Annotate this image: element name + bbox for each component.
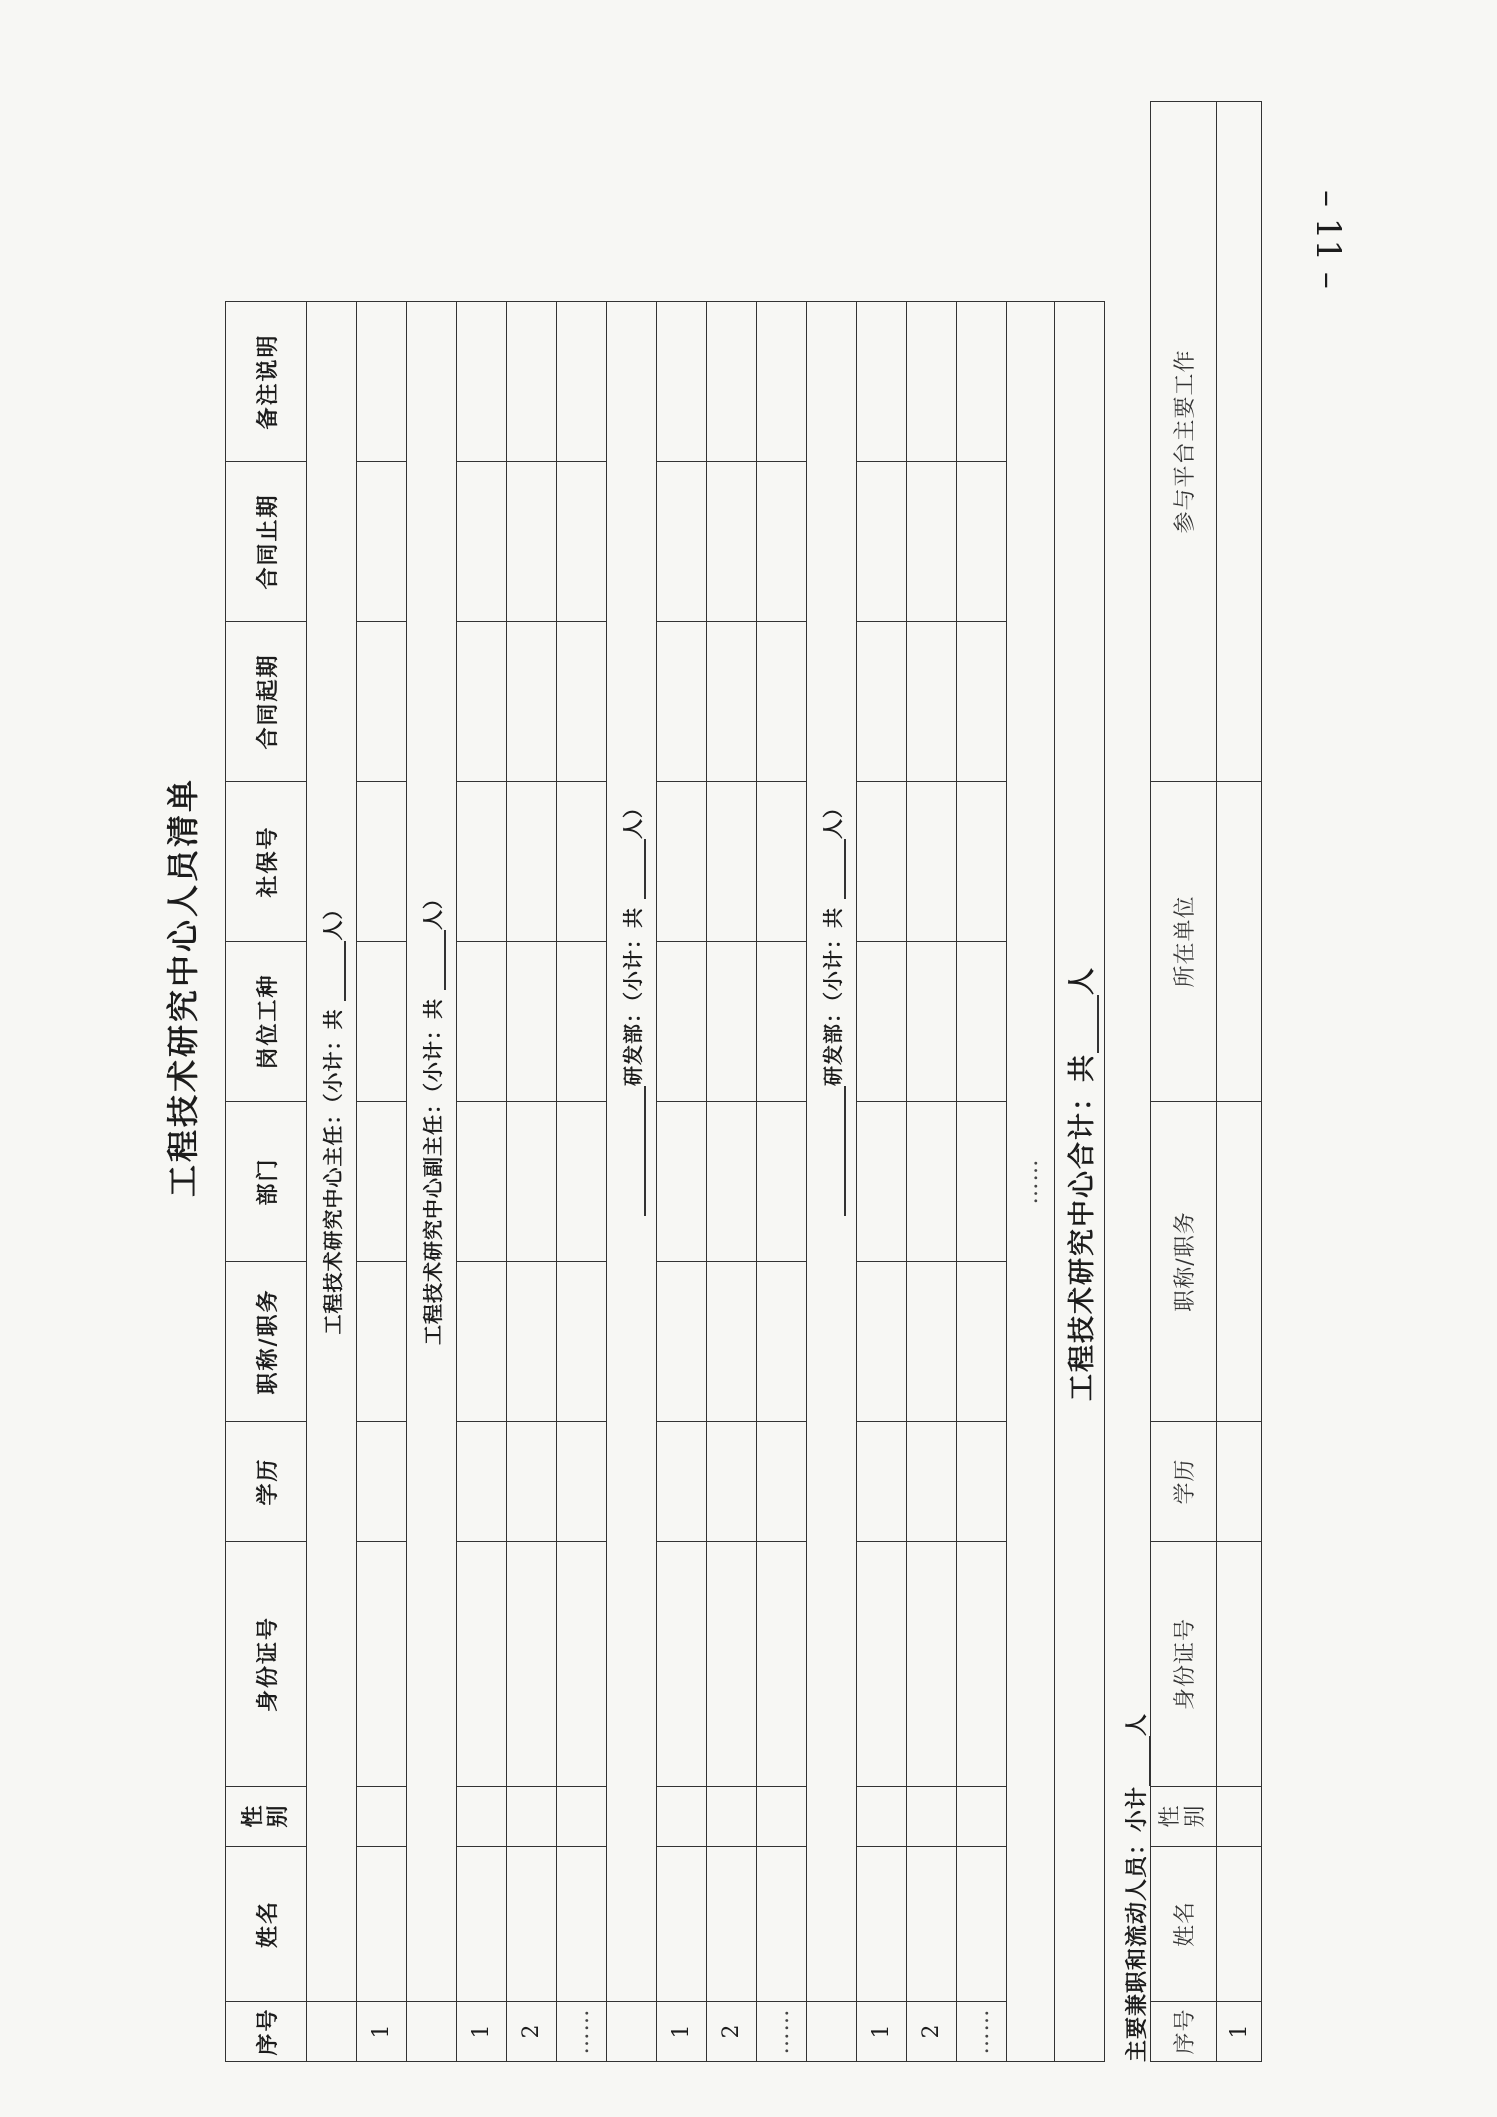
cell-input[interactable] (907, 1787, 957, 1847)
cell-input[interactable] (857, 942, 907, 1102)
section-deputy-director-label: 工程技术研究中心副主任：（小计：共 人） (407, 302, 457, 2002)
header-id-number: 身份证号 (226, 1542, 307, 1787)
cell-input[interactable] (357, 1262, 407, 1422)
header-social-security: 社保号 (226, 782, 307, 942)
row-serial: 2 (707, 2002, 757, 2062)
cell-input[interactable] (657, 302, 707, 462)
cell-input[interactable] (507, 1787, 557, 1847)
header-remarks: 备注说明 (226, 302, 307, 462)
cell-input[interactable] (907, 462, 957, 622)
cell-input[interactable] (457, 622, 507, 782)
cell-input[interactable] (357, 302, 407, 462)
cell-input[interactable] (707, 942, 757, 1102)
cell-input[interactable] (557, 1787, 607, 1847)
section-deputy-director (407, 302, 457, 2062)
document-title: 工程技术研究中心人员清单 (164, 777, 202, 1198)
cell-input[interactable] (857, 1262, 907, 1422)
page-number: – 11 – (1308, 190, 1348, 289)
row-serial: 1 (657, 2002, 707, 2062)
row-serial: 1 (857, 2002, 907, 2062)
cell-input[interactable] (957, 1262, 1007, 1422)
cell-input[interactable] (957, 942, 1007, 1102)
cell-input[interactable] (457, 1102, 507, 1262)
header-contract-end: 合同止期 (226, 462, 307, 622)
cell-input[interactable] (657, 1262, 707, 1422)
cell-input[interactable] (757, 462, 807, 622)
cell-input[interactable] (557, 782, 607, 942)
total-label: 工程技术研究中心合计：共人 (1055, 302, 1105, 2062)
pt-header-employer: 所在单位 (1151, 782, 1217, 1102)
cell-input[interactable] (657, 1542, 707, 1787)
cell-input[interactable] (557, 622, 607, 782)
cell-input[interactable] (857, 782, 907, 942)
table-row (457, 302, 507, 2062)
header-education: 学历 (226, 1422, 307, 1542)
cell-input[interactable] (507, 782, 557, 942)
cell-input[interactable] (907, 942, 957, 1102)
header-name: 姓名 (226, 1847, 307, 2002)
cell-input[interactable] (707, 1542, 757, 1787)
header-title-position: 职称/职务 (226, 1262, 307, 1422)
cell-input[interactable] (357, 942, 407, 1102)
cell-input[interactable] (357, 1847, 407, 2002)
roster-header-row (226, 302, 307, 2062)
cell-input[interactable] (507, 1422, 557, 1542)
table-row (557, 302, 607, 2062)
pt-header-gender: 性别 (1151, 1787, 1217, 1847)
cell-input[interactable] (657, 622, 707, 782)
cell-input[interactable] (507, 1262, 557, 1422)
cell-input[interactable] (757, 1102, 807, 1262)
pt-header-id-number: 身份证号 (1151, 1542, 1217, 1787)
cell-input[interactable] (657, 1102, 707, 1262)
section-rd-dept-1-label: 研发部：（小计：共 人） (607, 302, 657, 2002)
row-serial: 1 (357, 2002, 407, 2062)
cell-input[interactable] (907, 1262, 957, 1422)
cell-input[interactable] (357, 1422, 407, 1542)
part-time-header-row (1151, 102, 1217, 2062)
cell-input[interactable] (957, 1542, 1007, 1787)
table-row (357, 302, 407, 2062)
cell-input[interactable] (557, 1542, 607, 1787)
section-rd-dept-1 (607, 302, 657, 2062)
section-rd-dept-2-label: 研发部：（小计：共 人） (807, 302, 857, 2002)
cell-input[interactable] (957, 1102, 1007, 1262)
cell-input[interactable] (457, 1262, 507, 1422)
cell-input[interactable] (707, 462, 757, 622)
row-serial: 1 (457, 2002, 507, 2062)
cell-input[interactable] (707, 1422, 757, 1542)
cell-input[interactable] (457, 462, 507, 622)
cell-input[interactable] (907, 1102, 957, 1262)
cell-input[interactable] (1217, 1422, 1262, 1542)
cell-input[interactable] (957, 1847, 1007, 2002)
cell-input[interactable] (657, 1422, 707, 1542)
cell-input[interactable] (507, 622, 557, 782)
cell-input[interactable] (557, 1847, 607, 2002)
cell-input[interactable] (857, 1102, 907, 1262)
cell-input[interactable] (557, 1102, 607, 1262)
header-job-type: 岗位工种 (226, 942, 307, 1102)
cell-input[interactable] (1217, 1787, 1262, 1847)
cell-input[interactable] (707, 302, 757, 462)
cell-input[interactable] (457, 1847, 507, 2002)
cell-input[interactable] (657, 1787, 707, 1847)
cell-input[interactable] (457, 942, 507, 1102)
row-serial: …… (557, 2002, 607, 2062)
cell-input[interactable] (957, 782, 1007, 942)
cell-input[interactable] (857, 1787, 907, 1847)
cell-input[interactable] (507, 462, 557, 622)
cell-input[interactable] (757, 1847, 807, 2002)
row-serial: 2 (907, 2002, 957, 2062)
cell-input[interactable] (757, 1422, 807, 1542)
cell-input[interactable] (507, 302, 557, 462)
cell-input[interactable] (857, 622, 907, 782)
cell-input[interactable] (457, 1542, 507, 1787)
personnel-roster-table (225, 301, 1105, 2062)
cell-input[interactable] (907, 1422, 957, 1542)
total-row (1055, 302, 1105, 2062)
cell-input[interactable] (707, 782, 757, 942)
section-director-label: 工程技术研究中心主任：（小计：共 人） (307, 302, 357, 2002)
cell-input[interactable] (357, 622, 407, 782)
pt-header-serial: 序号 (1151, 2002, 1217, 2062)
cell-input[interactable] (657, 782, 707, 942)
cell-input[interactable] (757, 1262, 807, 1422)
cell-input[interactable] (357, 1787, 407, 1847)
cell-input[interactable] (907, 1847, 957, 2002)
cell-input[interactable] (657, 942, 707, 1102)
cell-input[interactable] (357, 1542, 407, 1787)
table-row (657, 302, 707, 2062)
cell-input[interactable] (457, 782, 507, 942)
cell-input[interactable] (857, 1542, 907, 1787)
table-row (857, 302, 907, 2062)
cell-input[interactable] (457, 1787, 507, 1847)
cell-input[interactable] (657, 1847, 707, 2002)
cell-input[interactable] (707, 1847, 757, 2002)
cell-input[interactable] (707, 1787, 757, 1847)
cell-input[interactable] (1217, 1542, 1262, 1787)
cell-input[interactable] (757, 942, 807, 1102)
section-rd-dept-2 (807, 302, 857, 2062)
cell-input[interactable] (1217, 1847, 1262, 2002)
table-row (907, 302, 957, 2062)
table-row (707, 302, 757, 2062)
cell-input[interactable] (457, 1422, 507, 1542)
row-serial: 2 (507, 2002, 557, 2062)
cell-input[interactable] (707, 1262, 757, 1422)
cell-input[interactable] (857, 1847, 907, 2002)
cell-input[interactable] (757, 1542, 807, 1787)
cell-input[interactable] (357, 1102, 407, 1262)
cell-input[interactable] (957, 1787, 1007, 1847)
table-row (1217, 102, 1262, 2062)
cell-input[interactable] (507, 1542, 557, 1787)
pt-header-main-work: 参与平台主要工作 (1151, 102, 1217, 782)
section-director (307, 302, 357, 2062)
cell-input[interactable] (757, 1787, 807, 1847)
table-row (757, 302, 807, 2062)
cell-input[interactable] (557, 1262, 607, 1422)
table-row (507, 302, 557, 2062)
cell-input[interactable] (507, 1102, 557, 1262)
ellipsis-text: …… (1007, 302, 1055, 2062)
cell-input[interactable] (907, 1542, 957, 1787)
header-contract-start: 合同起期 (226, 622, 307, 782)
header-serial: 序号 (226, 2002, 307, 2062)
cell-input[interactable] (357, 782, 407, 942)
row-serial: …… (957, 2002, 1007, 2062)
cell-input[interactable] (957, 462, 1007, 622)
cell-input[interactable] (757, 302, 807, 462)
cell-input[interactable] (657, 462, 707, 622)
ellipsis-row (1007, 302, 1055, 2062)
header-department: 部门 (226, 1102, 307, 1262)
cell-input[interactable] (707, 622, 757, 782)
cell-input[interactable] (557, 942, 607, 1102)
cell-input[interactable] (857, 302, 907, 462)
cell-input[interactable] (557, 1422, 607, 1542)
cell-input[interactable] (907, 622, 957, 782)
cell-input[interactable] (957, 302, 1007, 462)
cell-input[interactable] (1217, 102, 1262, 782)
cell-input[interactable] (507, 1847, 557, 2002)
row-serial: …… (757, 2002, 807, 2062)
cell-input[interactable] (957, 1422, 1007, 1542)
cell-input[interactable] (857, 462, 907, 622)
cell-input[interactable] (457, 302, 507, 462)
row-serial: 1 (1217, 2002, 1262, 2062)
cell-input[interactable] (507, 942, 557, 1102)
table-row (957, 302, 1007, 2062)
part-time-title: 主要兼职和流动人员：小计人 (1125, 1712, 1150, 2062)
part-time-personnel-table (1150, 101, 1262, 2062)
cell-input[interactable] (907, 782, 957, 942)
cell-input[interactable] (757, 782, 807, 942)
cell-input[interactable] (557, 462, 607, 622)
cell-input[interactable] (707, 1102, 757, 1262)
cell-input[interactable] (857, 1422, 907, 1542)
cell-input[interactable] (1217, 1102, 1262, 1422)
cell-input[interactable] (757, 622, 807, 782)
pt-header-education: 学历 (1151, 1422, 1217, 1542)
pt-header-title-position: 职称/职务 (1151, 1102, 1217, 1422)
cell-input[interactable] (357, 462, 407, 622)
cell-input[interactable] (557, 302, 607, 462)
pt-header-name: 姓名 (1151, 1847, 1217, 2002)
cell-input[interactable] (957, 622, 1007, 782)
header-gender: 性别 (226, 1787, 307, 1847)
cell-input[interactable] (1217, 782, 1262, 1102)
cell-input[interactable] (907, 302, 957, 462)
